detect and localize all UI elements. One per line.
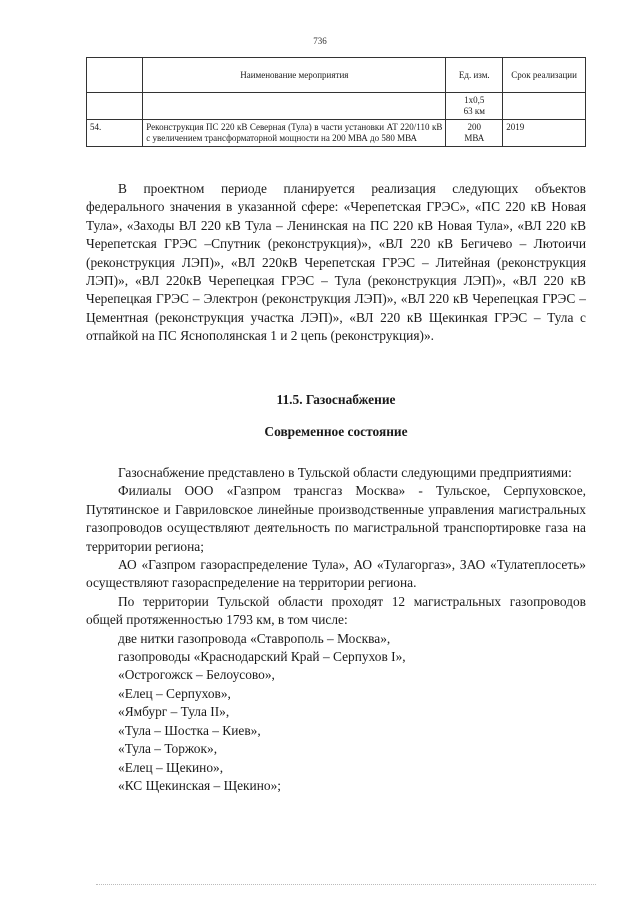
row-unit-line: 1х0,5 [464,95,485,105]
table-row [87,93,586,120]
list-item: «Елец – Серпухов», [118,685,231,701]
header-unit: Ед. изм. [446,58,503,93]
paragraph-intro: Газоснабжение представлено в Тульской области следующими предприятиями: [118,465,572,480]
table-header-row [87,58,586,93]
table-row [87,120,586,147]
header-term: Срок реализации [503,58,586,93]
pipelines-list [86,630,586,796]
footer-divider [96,884,596,887]
row-name [143,93,446,120]
list-item: газопроводы «Краснодарский Край – Серпухов I», [118,649,406,665]
section-title: 11.5. Газоснабжение [276,392,396,407]
paragraph-pipelines: По территории Тульской области проходят 12 магистральных газопроводов общей протяженностью 1793 км, в том числе: [86,593,586,628]
list-item: «Острогожск – Белоусово», [118,667,275,683]
header-name: Наименование мероприятия [143,58,446,93]
list-item: «Ямбург – Тула II», [118,704,230,720]
row-num [87,93,143,120]
row-unit [446,93,503,120]
row-unit [446,120,503,147]
list-item: «КС Щекинская – Щекино»; [118,777,282,793]
paragraph-distribution: АО «Газпром газораспределение Тула», АО «Тулагоргаз», ЗАО «Тулатеплосеть» осуществляют газораспределение на территории региона. [86,557,586,591]
row-num: 54. [87,120,143,147]
row-unit-line: МВА [464,133,485,143]
row-unit-line: 200 [467,122,482,132]
page-number: 736 [313,36,327,46]
gas-supply-section [86,464,586,795]
list-item: «Тула – Торжок», [118,741,218,757]
header-num [87,58,143,93]
list-item: «Елец – Щекино», [118,759,224,775]
row-term: 2019 [503,120,586,147]
subsection-title: Современное состояние [264,424,408,439]
federal-objects-section [86,180,586,346]
paragraph-gazprom-transgaz: Филиалы ООО «Газпром трансгаз Москва» - Тульское, Серпуховское, Путятинское и Гавриловское линейные производственные управления магистральных газопроводов осуществляют деятельность по магистральной транспортировке газа на территории региона; [86,483,586,554]
paragraph-federal-objects: В проектном периоде планируется реализация следующих объектов федерального значения в указанной сфере: «Черепетская ГРЭС», «ПС 220 кВ Новая Тула», «Заходы ВЛ 220 кВ Тула – Ленинская на ПС 220 кВ Новая Тула», «ВЛ 220 кВ Черепетская ГРЭС –Спутник (реконструкция)», «ВЛ 220 кВ Бегичево – Лютоичи (реконструкция ЛЭП)», «ВЛ 220кВ Черепетская ГРЭС – Литейная (реконструкция ЛЭП)», «ВЛ 220кВ Черепецкая ГРЭС – Тула (реконструкция ЛЭП)», «ВЛ 220 кВ Черепецкая ГРЭС – Электрон (реконструкция ЛЭП)», «ВЛ 220 кВ Черепецкая ГРЭС – Цементная (реконструкция участка ЛЭП)», «ВЛ 220 кВ Щекинкая ГРЭС – Тула с отпайкой на ПС Яснополянская 1 и 2 цепь (реконструкция)». [86,181,586,344]
list-item: две нитки газопровода «Ставрополь – Москва», [118,630,391,646]
list-item: «Тула – Шостка – Киев», [118,722,261,738]
row-term [503,93,586,120]
row-name: Реконструкция ПС 220 кВ Северная (Тула) в части установки АТ 220/110 кВ с увеличением трансформаторной мощности на 200 МВА до 580 МВА [143,120,446,147]
row-unit-line: 63 км [463,106,485,116]
measures-table [86,57,586,147]
